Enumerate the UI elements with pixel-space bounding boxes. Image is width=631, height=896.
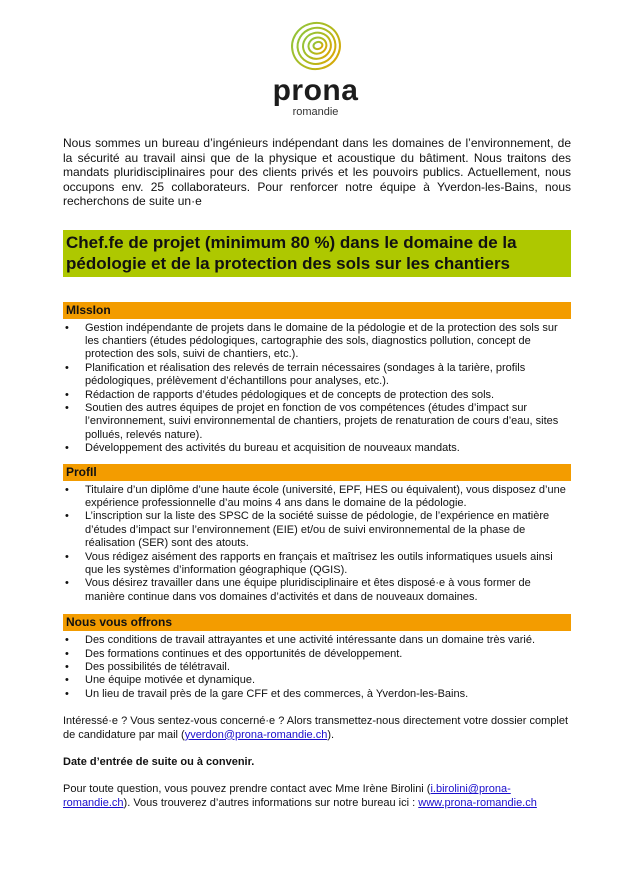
- logo-name: prona: [272, 74, 359, 107]
- contact-email-link[interactable]: i.birolini@prona-romandie.ch: [63, 783, 511, 809]
- company-logo: [0, 18, 631, 119]
- list-item: • Un lieu de travail près de la gare CFF et des commerces, à Yverdon-les-Bains.: [63, 688, 571, 701]
- start-date: Date d’entrée de suite ou à convenir.: [63, 756, 255, 769]
- list-item: • Soutien des autres équipes de projet en fonction de vos compétences (études d’impact sur l’environnement, suivi environnemental de chantiers, projets de renaturation de cours d’eau, sites pollués, relevés nature).: [63, 402, 571, 442]
- list-item: • Des formations continues et des opportunités de développement.: [63, 648, 571, 661]
- list-item: • Gestion indépendante de projets dans le domaine de la pédologie et de la protection des sols sur les chantiers (études pédologiques, cartographie des sols, diagnostics pollution, concept de protection des sols, suivi de chantiers, etc.).: [63, 322, 571, 362]
- list-item: • Planification et réalisation des relevés de terrain nécessaires (sondages à la tarière, profils pédologiques, prélèvement d’échantillons pour analyses, etc.).: [63, 362, 571, 389]
- job-posting: [63, 136, 571, 810]
- mission-list: [63, 322, 571, 456]
- mission-section: [63, 302, 571, 456]
- list-item: • Développement des activités du bureau et acquisition de nouveaux mandats.: [63, 442, 571, 455]
- profile-list: [63, 484, 571, 605]
- profile-header: ProfIl: [63, 464, 571, 481]
- list-item: • Des conditions de travail attrayantes et une activité intéressante dans un domaine très varié.: [63, 634, 571, 647]
- job-title: Chef.fe de projet (minimum 80 %) dans le domaine de la pédologie et de la protection des sols sur les chantiers: [63, 230, 571, 277]
- contact-text-middle: ). Vous trouverez d’autres informations sur notre bureau ici :: [123, 796, 419, 809]
- offer-section: [63, 614, 571, 701]
- list-item: • L’inscription sur la liste des SPSC de la société suisse de pédologie, de l’expérience en matière d’études d’impact sur l’environnement (EIE) et/ou de suivi environnemental de la phase de réalisation (SER) sont des atouts.: [63, 510, 571, 550]
- list-item: • Rédaction de rapports d’études pédologiques et de concepts de protection des sols.: [63, 389, 571, 402]
- list-item: • Vous désirez travailler dans une équipe pluridisciplinaire et êtes disposé·e à vous former de manière continue dans vos domaines d’activités et dans de nouveaux domaines.: [63, 577, 571, 604]
- offer-header: Nous vous offrons: [63, 614, 571, 631]
- contact-paragraph: [63, 783, 571, 810]
- apply-paragraph: [63, 715, 571, 742]
- apply-email-link[interactable]: yverdon@prona-romandie.ch: [184, 728, 328, 741]
- contact-text: Pour toute question, vous pouvez prendre contact avec Mme Irène Birolini (: [63, 783, 431, 796]
- apply-text: Intéressé·e ? Vous sentez-vous concerné·e ? Alors transmettez-nous directement votre dossier complet de candidature par mail (: [63, 715, 569, 741]
- profile-section: [63, 464, 571, 605]
- apply-text-end: ).: [327, 728, 335, 741]
- list-item: • Vous rédigez aisément des rapports en français et maîtrisez les outils informatiques usuels ainsi que les systèmes d’information géographique (QGIS).: [63, 551, 571, 578]
- rings-logo-icon: [288, 18, 344, 74]
- list-item: • Une équipe motivée et dynamique.: [63, 674, 571, 687]
- intro-paragraph: Nous sommes un bureau d’ingénieurs indépendant dans les domaines de l’environnement, de la sécurité au travail ainsi que de la physique et acoustique du bâtiment. Nous traitons des mandats pluridisciplinaires pour des clients privés et les pouvoirs publics. Actuellement, nous occupons env. 25 collaborateurs. Pour renforcer notre équipe à Yverdon-les-Bains, nous recherchons de suite un·e: [63, 136, 571, 208]
- website-link[interactable]: www.prona-romandie.ch: [418, 796, 537, 809]
- mission-header: MIssIon: [63, 302, 571, 319]
- list-item: • Des possibilités de télétravail.: [63, 661, 571, 674]
- list-item: • Titulaire d’un diplôme d’une haute école (université, EPF, HES ou équivalent), vous disposez d’une expérience professionnelle d’au moins 4 ans dans le domaine de la pédologie.: [63, 484, 571, 511]
- logo-subtitle: romandie: [292, 106, 339, 118]
- offer-list: [63, 634, 571, 701]
